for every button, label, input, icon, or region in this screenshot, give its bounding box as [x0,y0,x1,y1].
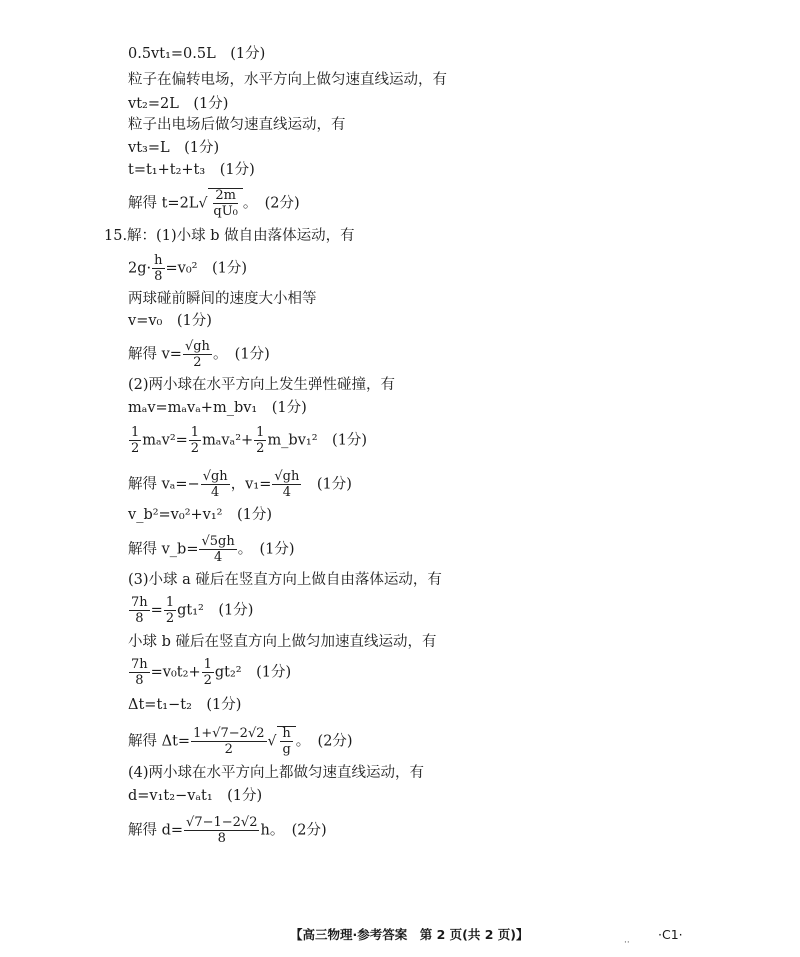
solution-formula-v [128,340,270,369]
footer-title: 【高三物理·参考答案 第 2 页(共 2 页)】 [290,927,529,942]
numerator: √5gh [201,534,235,549]
numerator: 1 [131,425,140,440]
fraction [129,658,150,687]
denominator: 4 [211,485,220,500]
denominator: 8 [135,611,144,626]
formula-part: = [150,602,163,619]
solution-line: vt₃=L (1分) [128,140,220,156]
fraction [191,727,266,756]
solution-line: t=t₁+t₂+t₃ (1分) [128,162,255,178]
numerator: 7h [131,595,148,610]
denominator: 8 [135,673,144,688]
numerator: h [154,253,163,268]
formula-tail: 。 (2分) [295,733,353,750]
solution-line: (4)两小球在水平方向上都做匀速直线运动，有 [128,765,425,781]
denominator: 2 [224,742,233,757]
fraction [129,426,141,455]
denominator: 2 [193,355,202,370]
formula-tail: gt₁² (1分) [177,602,254,619]
formula-tail: 。 (1分) [237,541,295,558]
formula-tail: =v₀² (1分) [165,260,248,277]
sqrt-body [277,726,295,756]
formula-prefix: 2g· [128,260,152,277]
footer-mark: ·· [624,938,630,948]
fraction [189,426,201,455]
solution-line: v_b²=v₀²+v₁² (1分) [128,507,273,523]
numerator: 1 [190,425,200,440]
numerator: √gh [184,339,210,354]
solution-line: Δt=t₁−t₂ (1分) [128,697,242,713]
fraction [202,658,214,687]
fraction [211,189,240,218]
fraction [129,596,150,625]
solution-line: 小球 b 碰后在竖直方向上做匀加速直线运动，有 [128,634,437,650]
denominator: 2 [165,611,175,626]
denominator: 8 [217,831,226,846]
numerator: 7h [131,657,148,672]
solution-line: d=v₁t₂−vₐt₁ (1分) [128,788,263,804]
fraction [152,254,164,283]
formula-tail: m_bv₁² (1分) [267,432,368,449]
formula-tail: h。 (2分) [260,822,327,839]
denominator: g [282,742,291,757]
formula-tail: 。 (2分) [242,195,300,212]
fraction [164,596,176,625]
formula-prefix: 解得 v_b= [128,541,199,558]
solution-formula-a7h [128,596,253,625]
fraction [184,816,259,845]
solution-line: 两球碰前瞬间的速度大小相等 [128,291,317,307]
solution-formula-t [128,188,300,218]
formula-part: ，v₁= [230,476,272,493]
numerator: √gh [202,469,228,484]
question-15-heading: 15.解：(1)小球 b 做自由落体运动，有 [104,228,355,244]
solution-line: 粒子在偏转电场，水平方向上做匀速直线运动，有 [128,72,447,88]
denominator: 2 [256,441,265,456]
denominator: 2 [203,673,212,688]
numerator: 1 [203,657,212,672]
page-code: ·C1· [658,927,683,942]
sqrt-body [208,188,243,218]
formula-tail: (1分) [302,476,352,493]
numerator: 1 [256,425,265,440]
formula-prefix: 解得 vₐ=− [128,476,200,493]
solution-line: mₐv=mₐvₐ+m_bv₁ (1分) [128,400,307,416]
solution-line: v=v₀ (1分) [128,313,212,329]
solution-line: 0.5vt₁=0.5L (1分) [128,46,266,62]
denominator: 2 [131,441,140,456]
formula-part: mₐvₐ²+ [202,432,254,449]
solution-formula-d [128,816,327,845]
numerator: h [282,726,291,741]
fraction [254,426,266,455]
solution-formula-energy [128,426,367,455]
numerator: √gh [274,469,300,484]
numerator: 1+√7−2√2 [193,726,265,741]
sqrt-sign: √ [267,733,277,750]
solution-formula-b7h [128,658,291,687]
denominator: 8 [154,269,163,284]
formula-part: mₐv²= [142,432,188,449]
solution-line: (2)两小球在水平方向上发生弹性碰撞，有 [128,377,396,393]
solution-formula-h8 [128,254,247,283]
denominator: qU₀ [213,204,238,219]
formula-tail: 。 (1分) [212,346,270,363]
solution-formula-va [128,470,352,499]
numerator: 1 [165,595,175,610]
solution-formula-vb [128,535,295,564]
formula-part: =v₀t₂+ [150,664,201,681]
formula-tail: gt₂² (1分) [214,664,292,681]
solution-line: (3)小球 a 碰后在竖直方向上做自由落体运动，有 [128,572,442,588]
denominator: 2 [190,441,200,456]
fraction [272,470,301,499]
fraction [199,535,236,564]
fraction [280,727,292,756]
fraction [201,470,230,499]
solution-formula-dt [128,726,353,756]
formula-prefix: 解得 v= [128,346,182,363]
formula-prefix: 解得 d= [128,822,184,839]
sqrt-sign: √ [198,195,208,212]
denominator: 4 [213,550,223,565]
denominator: 4 [282,485,291,500]
numerator: √7−1−2√2 [186,815,258,830]
solution-line: 粒子出电场后做匀速直线运动，有 [128,117,346,133]
solution-line: vt₂=2L (1分) [128,96,229,112]
formula-prefix: 解得 Δt= [128,733,191,750]
numerator: 2m [215,188,236,203]
fraction [183,340,212,369]
formula-prefix: 解得 t=2L [128,195,199,212]
